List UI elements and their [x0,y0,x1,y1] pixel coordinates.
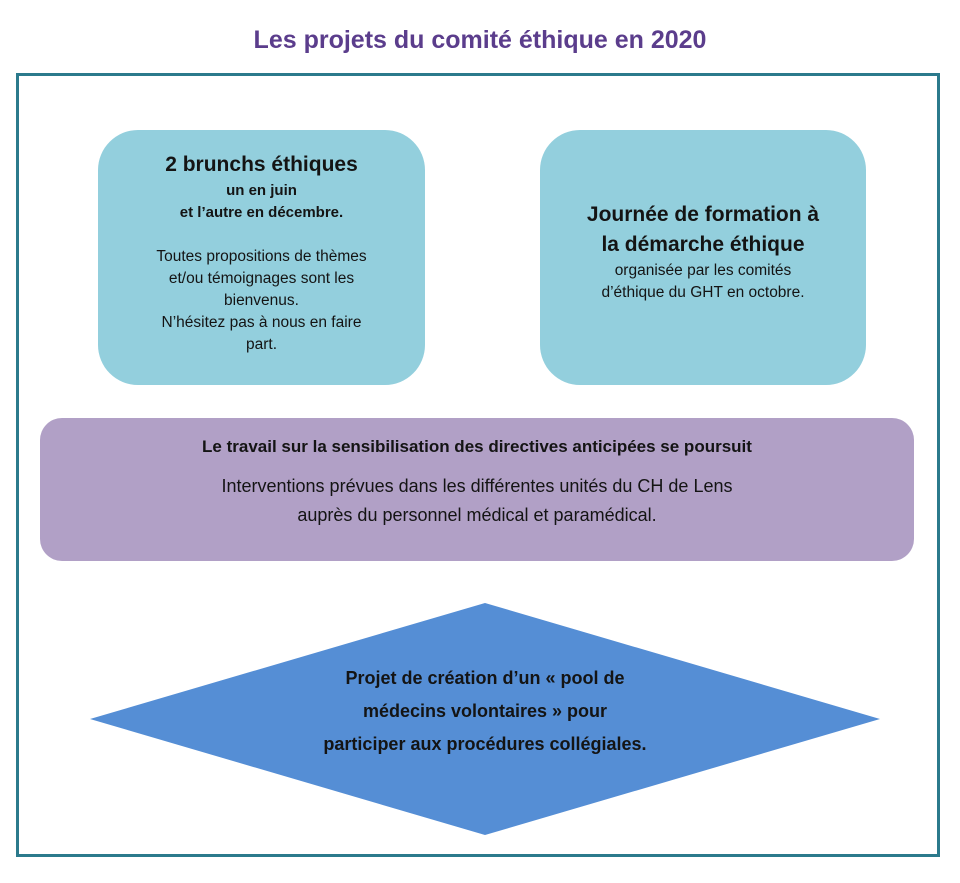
formation-title-line: la démarche éthique [601,233,805,256]
pool-text-line: Projet de création d’un « pool de [345,668,625,688]
brunch-body-line: part. [245,336,277,353]
directives-title: Le travail sur la sensibilisation des directives anticipées se poursuit [202,437,752,456]
directives-box [40,418,914,561]
page-title: Les projets du comité éthique en 2020 [253,26,707,54]
formation-body-line: organisée par les comités [614,262,792,279]
brunch-body-line: et/ou témoignages sont les [168,270,355,287]
formation-box [540,130,866,385]
brunch-title: 2 brunchs éthiques [165,153,358,176]
brunch-date-line: un en juin [226,182,297,199]
directives-body-line: auprès du personnel médical et paramédical. [297,505,657,525]
pool-text-line: participer aux procédures collégiales. [323,734,647,754]
pool-text-line: médecins volontaires » pour [362,701,608,721]
pool-text [250,662,720,761]
brunch-body-line: N’hésitez pas à nous en faire [161,314,362,331]
formation-body-line: d’éthique du GHT en octobre. [601,284,805,301]
formation-title-line: Journée de formation à [586,203,820,226]
directives-body-line: Interventions prévues dans les différentes unités du CH de Lens [221,476,733,496]
brunch-date-line: et l’autre en décembre. [179,204,344,221]
brunch-body-line: bienvenus. [224,292,299,309]
directives-body [40,472,914,530]
brunch-box [98,130,425,385]
brunch-body-line: Toutes propositions de thèmes [156,248,367,265]
